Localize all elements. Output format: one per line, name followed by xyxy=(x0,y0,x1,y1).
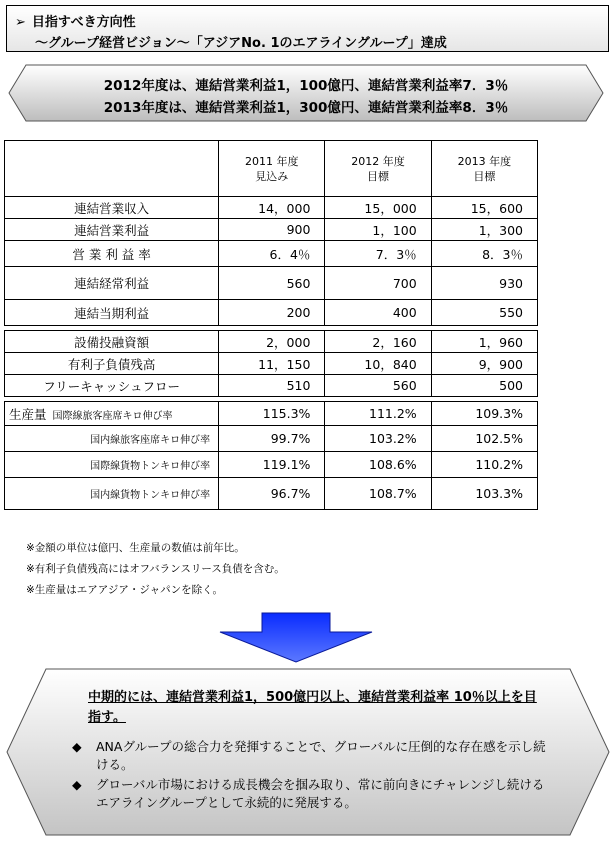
header-box xyxy=(6,5,609,52)
list-item xyxy=(72,738,552,774)
cell-2011: 115.3% xyxy=(219,402,325,426)
header-title: 目指すべき方向性 xyxy=(31,15,136,30)
cell-2012: 400 xyxy=(325,300,431,326)
col-year: 2011 年度 xyxy=(245,154,299,168)
row-label xyxy=(5,426,219,452)
cell-2011: 96.7% xyxy=(219,478,325,510)
header-2012 xyxy=(325,141,431,197)
cell-2013: 110.2% xyxy=(431,452,537,478)
header-2011 xyxy=(219,141,325,197)
table-row xyxy=(5,402,538,426)
cell-2013: 102.5% xyxy=(431,426,537,452)
cell-2012: 10，840 xyxy=(325,353,431,375)
row-sublabel: 国内線貨物トンキロ伸び率 xyxy=(90,490,211,501)
table-row xyxy=(5,197,538,219)
header-2013 xyxy=(431,141,537,197)
cell-2013: 103.3% xyxy=(431,478,537,510)
cell-2012: 15，000 xyxy=(325,197,431,219)
arrow-bullet-icon: ➢ xyxy=(15,15,26,30)
table-row xyxy=(5,452,538,478)
row-label xyxy=(5,478,219,510)
diamond-bullet-icon: ◆ xyxy=(72,777,82,792)
table-row xyxy=(5,478,538,510)
cell-2011: 119.1% xyxy=(219,452,325,478)
col-sub: 見込み xyxy=(255,169,289,183)
row-label: フリーキャッシュフロー xyxy=(5,375,219,397)
row-label: 連結当期利益 xyxy=(5,300,219,326)
cell-2013: 8．3％ xyxy=(431,241,537,267)
cell-2013: 550 xyxy=(431,300,537,326)
cell-2012: 111.2% xyxy=(325,402,431,426)
col-sub: 目標 xyxy=(367,169,390,183)
cell-2013: 109.3% xyxy=(431,402,537,426)
col-sub: 目標 xyxy=(473,169,496,183)
cell-2012: 1，100 xyxy=(325,219,431,241)
col-year: 2013 年度 xyxy=(457,154,512,168)
production-label: 生産量 xyxy=(9,406,47,422)
row-label xyxy=(5,452,219,478)
bullet-text: ANAグループの総合力を発揮することで、グローバルに圧倒的な存在感を示し続ける。 xyxy=(96,739,546,772)
banner-line-2013: 2013年度は、連結営業利益1，300億円、連結営業利益率8．3％ xyxy=(103,100,509,116)
cell-2012: 560 xyxy=(325,375,431,397)
down-arrow-icon xyxy=(218,612,374,664)
cell-2011: 14，000 xyxy=(219,197,325,219)
goal-heading: 中期的には、連結営業利益1，500億円以上、連結営業利益率 10％以上を目指す。 xyxy=(88,690,537,725)
list-item xyxy=(72,776,552,812)
diamond-bullet-icon: ◆ xyxy=(72,739,82,754)
cell-2011: 99.7% xyxy=(219,426,325,452)
cell-2012: 108.6% xyxy=(325,452,431,478)
cell-2011: 11，150 xyxy=(219,353,325,375)
row-label: 連結営業収入 xyxy=(5,197,219,219)
table-row xyxy=(5,331,538,353)
cell-2012: 7．3％ xyxy=(325,241,431,267)
footnote: ※有利子負債残高にはオフバランスリース負債を含む。 xyxy=(26,563,285,575)
cell-2011: 560 xyxy=(219,267,325,300)
row-sublabel: 国際線貨物トンキロ伸び率 xyxy=(90,461,211,472)
row-label: 設備投融資額 xyxy=(5,331,219,353)
cell-2013: 930 xyxy=(431,267,537,300)
cell-2011: 510 xyxy=(219,375,325,397)
cell-2012: 103.2% xyxy=(325,426,431,452)
row-sublabel: 国際線旅客座席キロ伸び率 xyxy=(52,410,173,422)
row-label: 連結営業利益 xyxy=(5,219,219,241)
row-sublabel: 国内線旅客座席キロ伸び率 xyxy=(90,435,211,446)
row-label: 有利子負債残高 xyxy=(5,353,219,375)
table-row xyxy=(5,241,538,267)
bullet-text: グローバル市場における成長機会を掴み取り、常に前向きにチャレンジし続けるエアライングループとして永続的に発展する。 xyxy=(96,777,545,810)
cell-2011: 200 xyxy=(219,300,325,326)
plan-table xyxy=(4,140,538,510)
table-row xyxy=(5,300,538,326)
footnote: ※生産量はエアアジア・ジャパンを除く。 xyxy=(26,584,223,596)
cell-2013: 1，960 xyxy=(431,331,537,353)
footnotes xyxy=(26,538,285,601)
header-empty-cell xyxy=(5,141,219,197)
cell-2013: 500 xyxy=(431,375,537,397)
cell-2011: 6．4％ xyxy=(219,241,325,267)
cell-2012: 2，160 xyxy=(325,331,431,353)
table-row xyxy=(5,375,538,397)
cell-2013: 9，900 xyxy=(431,353,537,375)
table-row xyxy=(5,219,538,241)
banner-line-2012: 2012年度は、連結営業利益1，100億円、連結営業利益率7．3％ xyxy=(103,78,509,94)
row-label: 連結経常利益 xyxy=(5,267,219,300)
row-label: 営 業 利 益 率 xyxy=(5,241,219,267)
col-year: 2012 年度 xyxy=(351,154,405,168)
cell-2013: 1，300 xyxy=(431,219,537,241)
table-row xyxy=(5,426,538,452)
mid-term-goal-box xyxy=(6,668,610,836)
table-row xyxy=(5,267,538,300)
cell-2012: 700 xyxy=(325,267,431,300)
header-subtitle: ～グループ経営ビジョン～「アジアNo. 1のエアライングループ」達成 xyxy=(35,36,447,51)
target-banner xyxy=(8,64,604,122)
table-row xyxy=(5,353,538,375)
footnote: ※金額の単位は億円、生産量の数値は前年比。 xyxy=(26,542,245,554)
goal-bullets xyxy=(72,738,552,814)
row-label xyxy=(5,402,219,426)
cell-2012: 108.7% xyxy=(325,478,431,510)
header-title-line xyxy=(15,11,136,30)
table-header-row xyxy=(5,141,538,197)
cell-2011: 2，000 xyxy=(219,331,325,353)
cell-2013: 15，600 xyxy=(431,197,537,219)
cell-2011: 900 xyxy=(219,219,325,241)
